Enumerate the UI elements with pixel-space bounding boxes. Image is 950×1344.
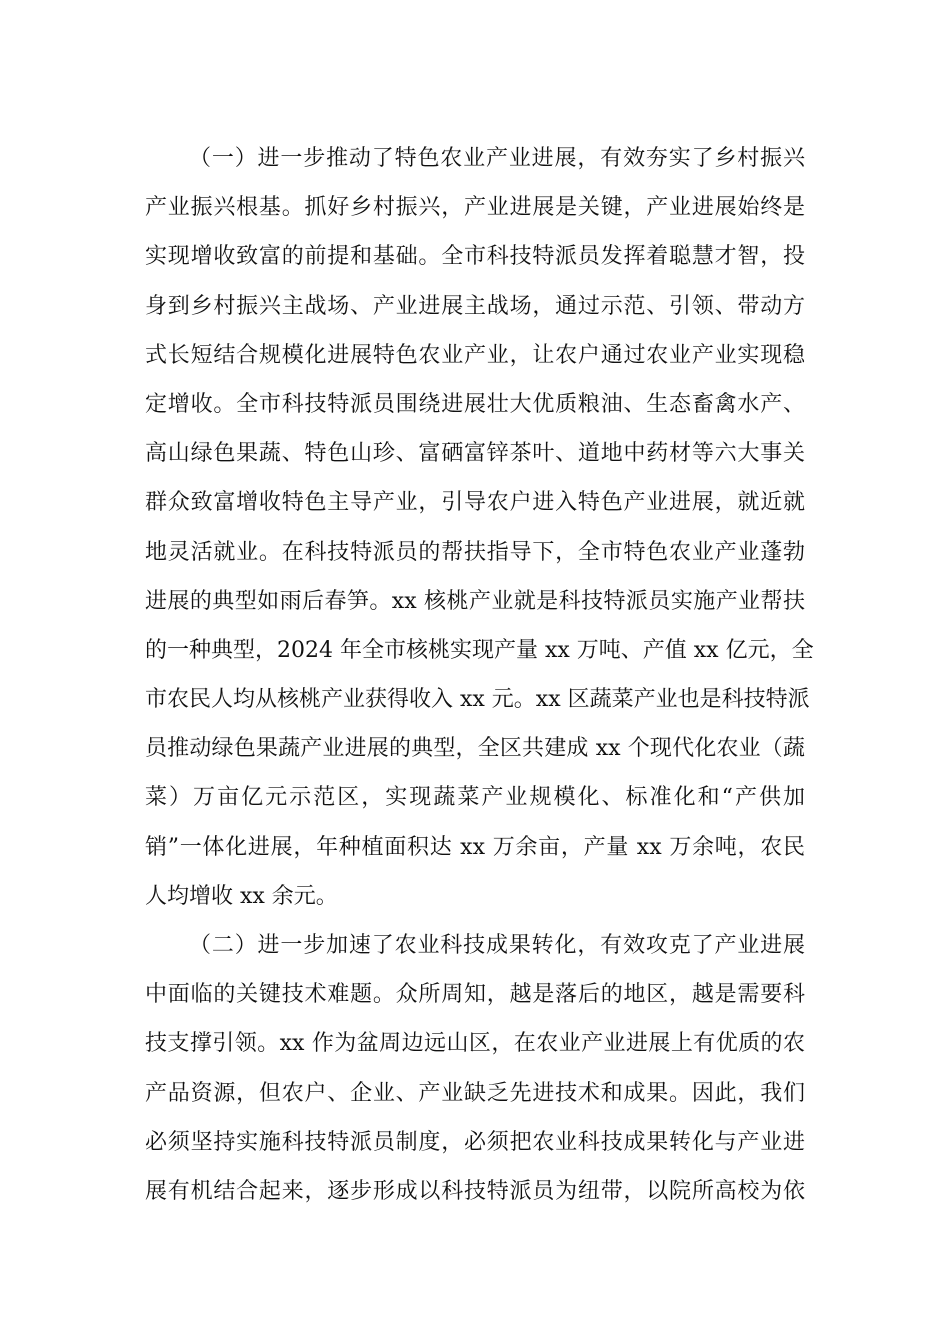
text-line: 产品资源，但农户、企业、产业缺乏先进技术和成果。因此，我们 — [145, 1080, 805, 1106]
text-line: 定增收。全市科技特派员围绕进展壮大优质粮油、生态畜禽水产、 — [145, 391, 805, 417]
text-line: （二）进一步加速了农业科技成果转化，有效攻克了产业进展 — [189, 933, 805, 958]
paragraph-1 — [145, 134, 814, 921]
paragraph-2 — [145, 921, 805, 1216]
text-line: 员推动绿色果蔬产业进展的典型，全区共建成 xx 个现代化农业（蔬 — [145, 736, 805, 762]
text-line: 地灵活就业。在科技特派员的帮扶指导下，全市特色农业产业蓬勃 — [145, 539, 805, 565]
text-line: 实现增收致富的前提和基础。全市科技特派员发挥着聪慧才智，投 — [145, 244, 805, 270]
text-line: 人均增收 xx 余元。 — [145, 883, 338, 909]
text-line: 菜）万亩亿元示范区，实现蔬菜产业规模化、标准化和“产供加 — [145, 785, 805, 811]
text-line: 中面临的关键技术难题。众所周知，越是落后的地区，越是需要科 — [145, 982, 805, 1008]
text-line: 展有机结合起来，逐步形成以科技特派员为纽带，以院所高校为依 — [145, 1178, 805, 1204]
text-line: 产业振兴根基。抓好乡村振兴，产业进展是关键，产业进展始终是 — [145, 195, 805, 221]
text-line: 式长短结合规模化进展特色农业产业，让农户通过农业产业实现稳 — [145, 342, 805, 368]
text-line: 高山绿色果蔬、特色山珍、富硒富锌茶叶、道地中药材等六大事关 — [145, 441, 805, 467]
text-line: 的一种典型，2024 年全市核桃实现产量 xx 万吨、产值 xx 亿元，全 — [145, 637, 814, 663]
text-line: 群众致富增收特色主导产业，引导农户进入特色产业进展，就近就 — [145, 490, 805, 516]
text-line: （一）进一步推动了特色农业产业进展，有效夯实了乡村振兴 — [189, 146, 805, 171]
text-line: 身到乡村振兴主战场、产业进展主战场，通过示范、引领、带动方 — [145, 293, 805, 319]
text-line: 进展的典型如雨后春笋。xx 核桃产业就是科技特派员实施产业帮扶 — [145, 588, 805, 614]
text-line: 技支撑引领。xx 作为盆周边远山区，在农业产业进展上有优质的农 — [145, 1031, 805, 1057]
text-line: 市农民人均从核桃产业获得收入 xx 元。xx 区蔬菜产业也是科技特派 — [145, 687, 810, 713]
document-page — [145, 134, 814, 1216]
text-line: 必须坚持实施科技特派员制度，必须把农业科技成果转化与产业进 — [145, 1129, 805, 1155]
text-line: 销”一体化进展，年种植面积达 xx 万余亩，产量 xx 万余吨，农民 — [145, 834, 805, 860]
